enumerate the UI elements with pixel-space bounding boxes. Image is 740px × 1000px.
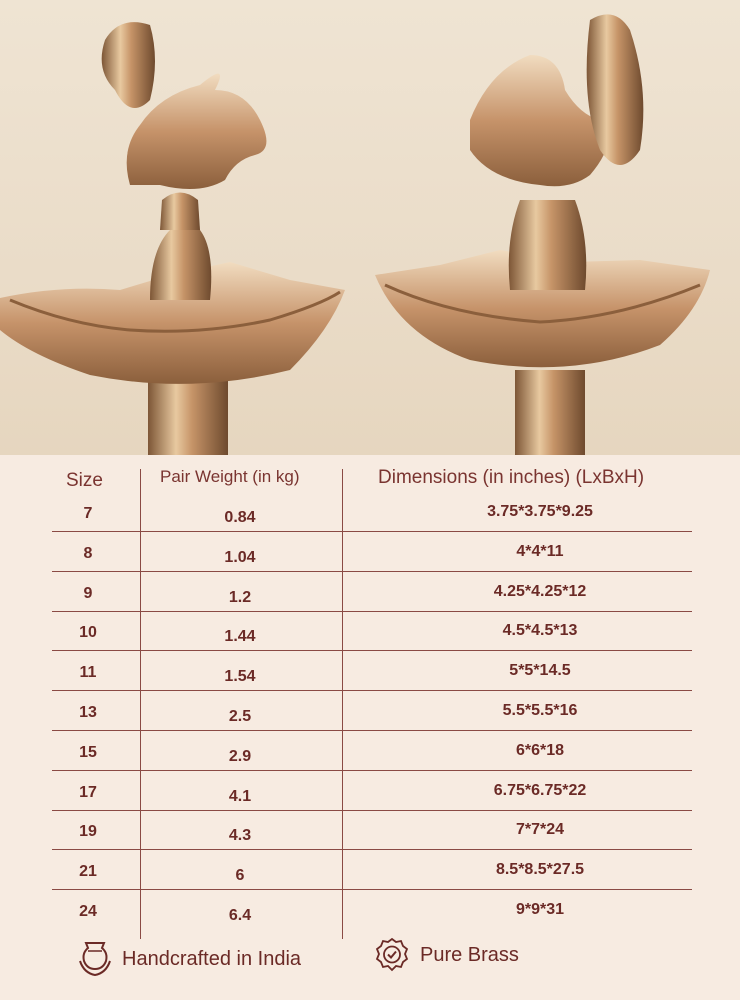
row-dimensions: 3.75*3.75*9.25 (487, 503, 593, 520)
row-divider (52, 531, 140, 532)
row-weight: 6.4 (228, 907, 252, 924)
pure-brass-badge (374, 937, 519, 973)
pot-hands-icon (78, 939, 112, 979)
row-divider (52, 810, 140, 811)
row-divider (52, 611, 140, 612)
row-weight: 1.2 (228, 588, 252, 606)
row-size: 17 (79, 783, 97, 801)
column-divider-2 (342, 469, 343, 939)
right-lamp (375, 14, 710, 455)
row-size: 7 (83, 505, 93, 522)
row-weight: 2.5 (228, 708, 252, 725)
row-divider (140, 690, 692, 691)
row-dimensions: 4*4*11 (516, 542, 564, 560)
row-divider (140, 571, 692, 572)
row-weight: 4.1 (228, 787, 252, 805)
row-divider (52, 571, 140, 572)
row-size: 24 (79, 903, 97, 920)
handcrafted-badge (78, 939, 301, 979)
row-size: 21 (79, 863, 97, 881)
row-dimensions: 6.75*6.75*22 (493, 781, 587, 799)
row-dimensions: 5.5*5.5*16 (502, 702, 578, 719)
row-size: 13 (79, 704, 97, 721)
row-divider (140, 849, 692, 850)
row-divider (140, 810, 692, 811)
row-dimensions: 4.25*4.25*12 (493, 582, 587, 600)
row-size: 19 (79, 823, 97, 841)
badge-check-icon (374, 937, 410, 973)
row-size: 11 (79, 664, 97, 682)
row-weight: 0.84 (224, 509, 256, 526)
row-weight: 1.44 (224, 628, 256, 646)
row-dimensions: 6*6*18 (515, 741, 565, 759)
row-weight: 1.54 (224, 668, 256, 686)
row-divider (140, 650, 692, 651)
row-size: 8 (83, 544, 93, 562)
row-divider (140, 531, 692, 532)
header-dimensions: Dimensions (in inches) (LxBxH) (378, 467, 645, 488)
product-photo (0, 0, 740, 455)
row-size: 10 (79, 624, 97, 642)
row-weight: 6 (235, 867, 245, 885)
row-dimensions: 5*5*14.5 (509, 662, 571, 680)
pure-brass-label: Pure Brass (420, 943, 519, 966)
row-weight: 4.3 (228, 827, 252, 845)
row-divider (52, 849, 140, 850)
size-chart-table (0, 455, 740, 1000)
brass-peacock-lamps-image (0, 0, 740, 455)
row-divider (140, 770, 692, 771)
row-weight: 1.04 (224, 548, 256, 566)
row-dimensions: 9*9*31 (515, 901, 565, 918)
column-divider-1 (140, 469, 141, 939)
row-divider (140, 730, 692, 731)
left-lamp (0, 22, 345, 455)
header-size: Size (66, 470, 103, 491)
row-divider (52, 889, 140, 890)
row-divider (52, 770, 140, 771)
row-weight: 2.9 (228, 747, 252, 765)
header-pair-weight: Pair Weight (in kg) (160, 467, 300, 486)
row-divider (52, 650, 140, 651)
row-dimensions: 7*7*24 (515, 821, 565, 839)
row-divider (52, 690, 140, 691)
row-size: 15 (79, 743, 97, 761)
row-dimensions: 4.5*4.5*13 (502, 622, 578, 640)
row-dimensions: 8.5*8.5*27.5 (495, 861, 585, 879)
row-divider (140, 611, 692, 612)
row-divider (52, 730, 140, 731)
handcrafted-label: Handcrafted in India (122, 947, 302, 970)
row-size: 9 (83, 584, 93, 602)
row-divider (140, 889, 692, 890)
